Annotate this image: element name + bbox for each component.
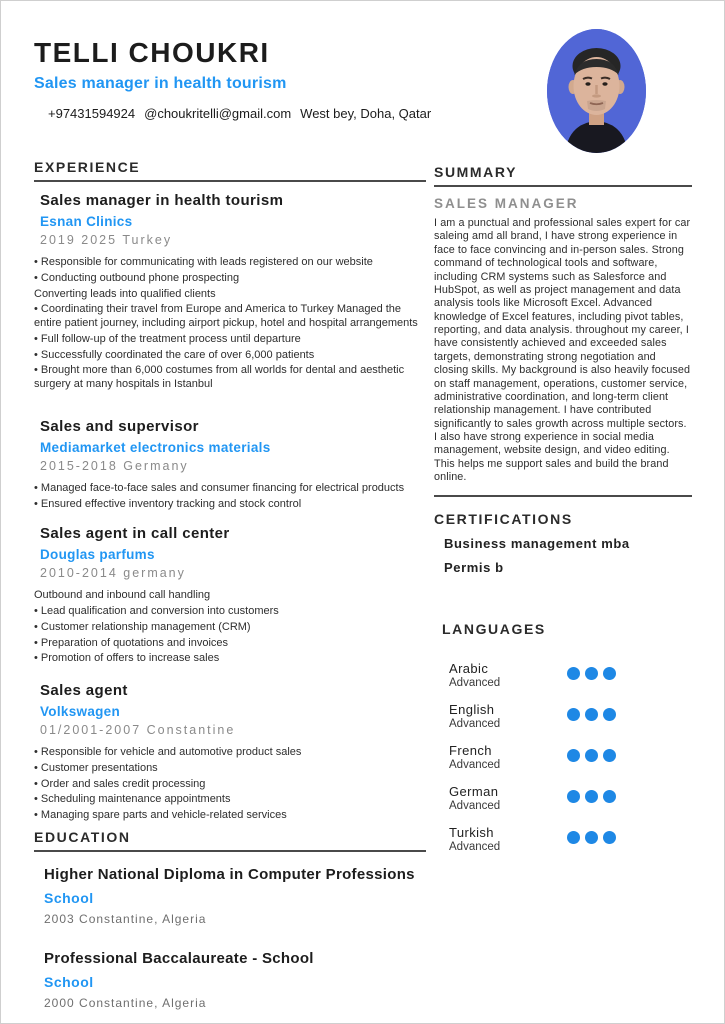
resume-header (34, 37, 534, 121)
job-bullet-list (34, 589, 426, 666)
experience-entry (34, 418, 426, 512)
experience-entry (34, 192, 426, 392)
language-level: Advanced (449, 717, 501, 730)
rating-dot-icon (603, 667, 616, 680)
school-name: School (44, 889, 94, 906)
education-section-header: EDUCATION (34, 829, 426, 852)
certification-item: Business management mba (444, 535, 630, 551)
language-row (449, 661, 692, 689)
date-range: 2015-2018 Germany (40, 458, 189, 473)
job-bullet-list (34, 482, 426, 512)
language-row (449, 743, 692, 771)
date-range: 01/2001-2007 Constantine (40, 723, 236, 737)
language-name: French (449, 742, 492, 758)
language-rating-dots (567, 667, 616, 680)
bullet-item: • Brought more than 6,000 costumes from all worlds for dental and aesthetic surgery at many hospitals in Istanbul (34, 364, 405, 390)
language-level: Advanced (449, 799, 501, 812)
bullet-item: • Preparation of quotations and invoices (34, 636, 229, 649)
certifications-section-header: CERTIFICATIONS (434, 510, 573, 527)
language-rating-dots (567, 708, 616, 721)
bullet-item: • Promotion of offers to increase sales (34, 652, 220, 665)
bullet-item: • Coordinating their travel from Europe and America to Turkey Managed the entire patient journey, including airport pickup, hotel and hospital arrangements (34, 303, 418, 329)
job-bullet-list (34, 746, 426, 823)
degree-title: Higher National Diploma in Computer Professions (44, 865, 415, 883)
bullet-item: • Managing spare parts and vehicle-related services (34, 809, 287, 821)
job-bullet-list (34, 256, 426, 392)
summary-section-header: SUMMARY (434, 164, 692, 187)
rating-dot-icon (567, 831, 580, 844)
language-level: Advanced (449, 676, 501, 689)
rating-dot-icon (567, 708, 580, 721)
bullet-item: Converting leads into qualified clients (34, 287, 216, 300)
date-range: 2019 2025 Turkey (40, 233, 173, 247)
bullet-item: • Responsible for communicating with leads registered on our website (34, 256, 373, 268)
rating-dot-icon (585, 790, 598, 803)
job-title: Sales and supervisor (40, 417, 199, 435)
bullet-item: • Scheduling maintenance appointments (34, 793, 231, 806)
rating-dot-icon (585, 667, 598, 680)
bullet-item: • Ensured effective inventory tracking and stock control (34, 497, 302, 510)
language-row (449, 825, 692, 853)
location-text: West bey, Doha, Qatar (300, 106, 432, 121)
company-name: Mediamarket electronics materials (40, 439, 271, 455)
phone-number: +97431594924 (48, 106, 136, 121)
profile-photo (547, 29, 646, 153)
bullet-item: • Full follow-up of the treatment process until departure (34, 332, 301, 345)
language-name: English (449, 701, 495, 717)
bullet-item: • Responsible for vehicle and automotive product sales (34, 746, 302, 758)
bullet-item: • Successfully coordinated the care of over 6,000 patients (34, 348, 315, 361)
language-name: Turkish (449, 824, 494, 840)
bullet-item: • Customer relationship management (CRM) (34, 620, 251, 633)
summary-divider (434, 495, 692, 497)
bullet-item: • Customer presentations (34, 761, 158, 774)
education-date-location: 2000 Constantine, Algeria (44, 995, 207, 1010)
education-entry (34, 950, 426, 1010)
job-title: Sales agent in call center (40, 525, 230, 543)
contact-line (34, 106, 534, 121)
rating-dot-icon (585, 749, 598, 762)
job-title: Sales manager in health tourism (40, 192, 284, 209)
language-level: Advanced (449, 840, 501, 853)
language-rating-dots (567, 790, 616, 803)
education-entry (34, 866, 426, 926)
bullet-item: • Lead qualification and conversion into customers (34, 605, 279, 617)
language-rating-dots (567, 831, 616, 844)
language-name: Arabic (449, 660, 489, 676)
date-range: 2010-2014 germany (40, 566, 186, 581)
bullet-item: • Managed face-to-face sales and consumer financing for electrical products (34, 481, 405, 494)
summary-subheading: SALES MANAGER (434, 196, 579, 211)
rating-dot-icon (603, 831, 616, 844)
company-name: Volkswagen (40, 704, 121, 719)
language-info (449, 661, 567, 689)
language-row (449, 702, 692, 730)
rating-dot-icon (603, 749, 616, 762)
rating-dot-icon (567, 667, 580, 680)
rating-dot-icon (567, 749, 580, 762)
left-column (34, 159, 426, 1010)
school-name: School (44, 973, 94, 990)
right-column (434, 164, 692, 866)
language-name: German (449, 783, 499, 799)
bullet-item: • Conducting outbound phone prospecting (34, 271, 240, 284)
profile-photo-illustration (547, 29, 646, 153)
language-info (449, 702, 567, 730)
rating-dot-icon (603, 708, 616, 721)
person-name: TELLI CHOUKRI (34, 37, 270, 68)
rating-dot-icon (585, 831, 598, 844)
bullet-item: • Order and sales credit processing (34, 777, 206, 790)
summary-paragraph: I am a punctual and professional sales expert for car saleing amd all brand, I have strong experience in face to face convincing and in-person sales. Strong command of technological tools and software, including CRM systems such as Salesforce and HubSpot, as well as project management and data analysis tools like Microsoft Excel. Advanced knowledge of Excel features, including pivot tables, reporting, and data analysis. throughout my career, I have consistently achieved and exceeded sales targets, demonstrating strong negotiation and closing skills. My background is also heavily focused on staff management, operations, customer service, administrative coordination, and long-term client relationship management. I have contributed significantly to sales growth across multiple sectors. I also have strong experience in social media management, website design, and video editing. This helps me support sales and build the brand online. (434, 217, 691, 484)
language-info (449, 825, 567, 853)
bullet-item: Outbound and inbound call handling (34, 589, 211, 602)
language-info (449, 784, 567, 812)
experience-entry (34, 525, 426, 666)
email-address: @choukritelli@gmail.com (144, 106, 292, 121)
rating-dot-icon (603, 790, 616, 803)
language-info (449, 743, 567, 771)
experience-entry (34, 682, 426, 823)
rating-dot-icon (567, 790, 580, 803)
languages-section-header: LANGUAGES (442, 620, 546, 637)
language-rating-dots (567, 749, 616, 762)
education-date-location: 2003 Constantine, Algeria (44, 911, 207, 926)
education-section (34, 829, 426, 1010)
language-level: Advanced (449, 758, 501, 771)
experience-section-header: EXPERIENCE (34, 159, 426, 182)
language-row (449, 784, 692, 812)
company-name: Douglas parfums (40, 547, 155, 563)
person-job-title: Sales manager in health tourism (34, 75, 287, 92)
degree-title: Professional Baccalaureate - School (44, 949, 314, 967)
languages-list (434, 661, 692, 853)
company-name: Esnan Clinics (40, 214, 133, 229)
rating-dot-icon (585, 708, 598, 721)
job-title: Sales agent (40, 682, 128, 699)
certification-item: Permis b (444, 559, 504, 575)
